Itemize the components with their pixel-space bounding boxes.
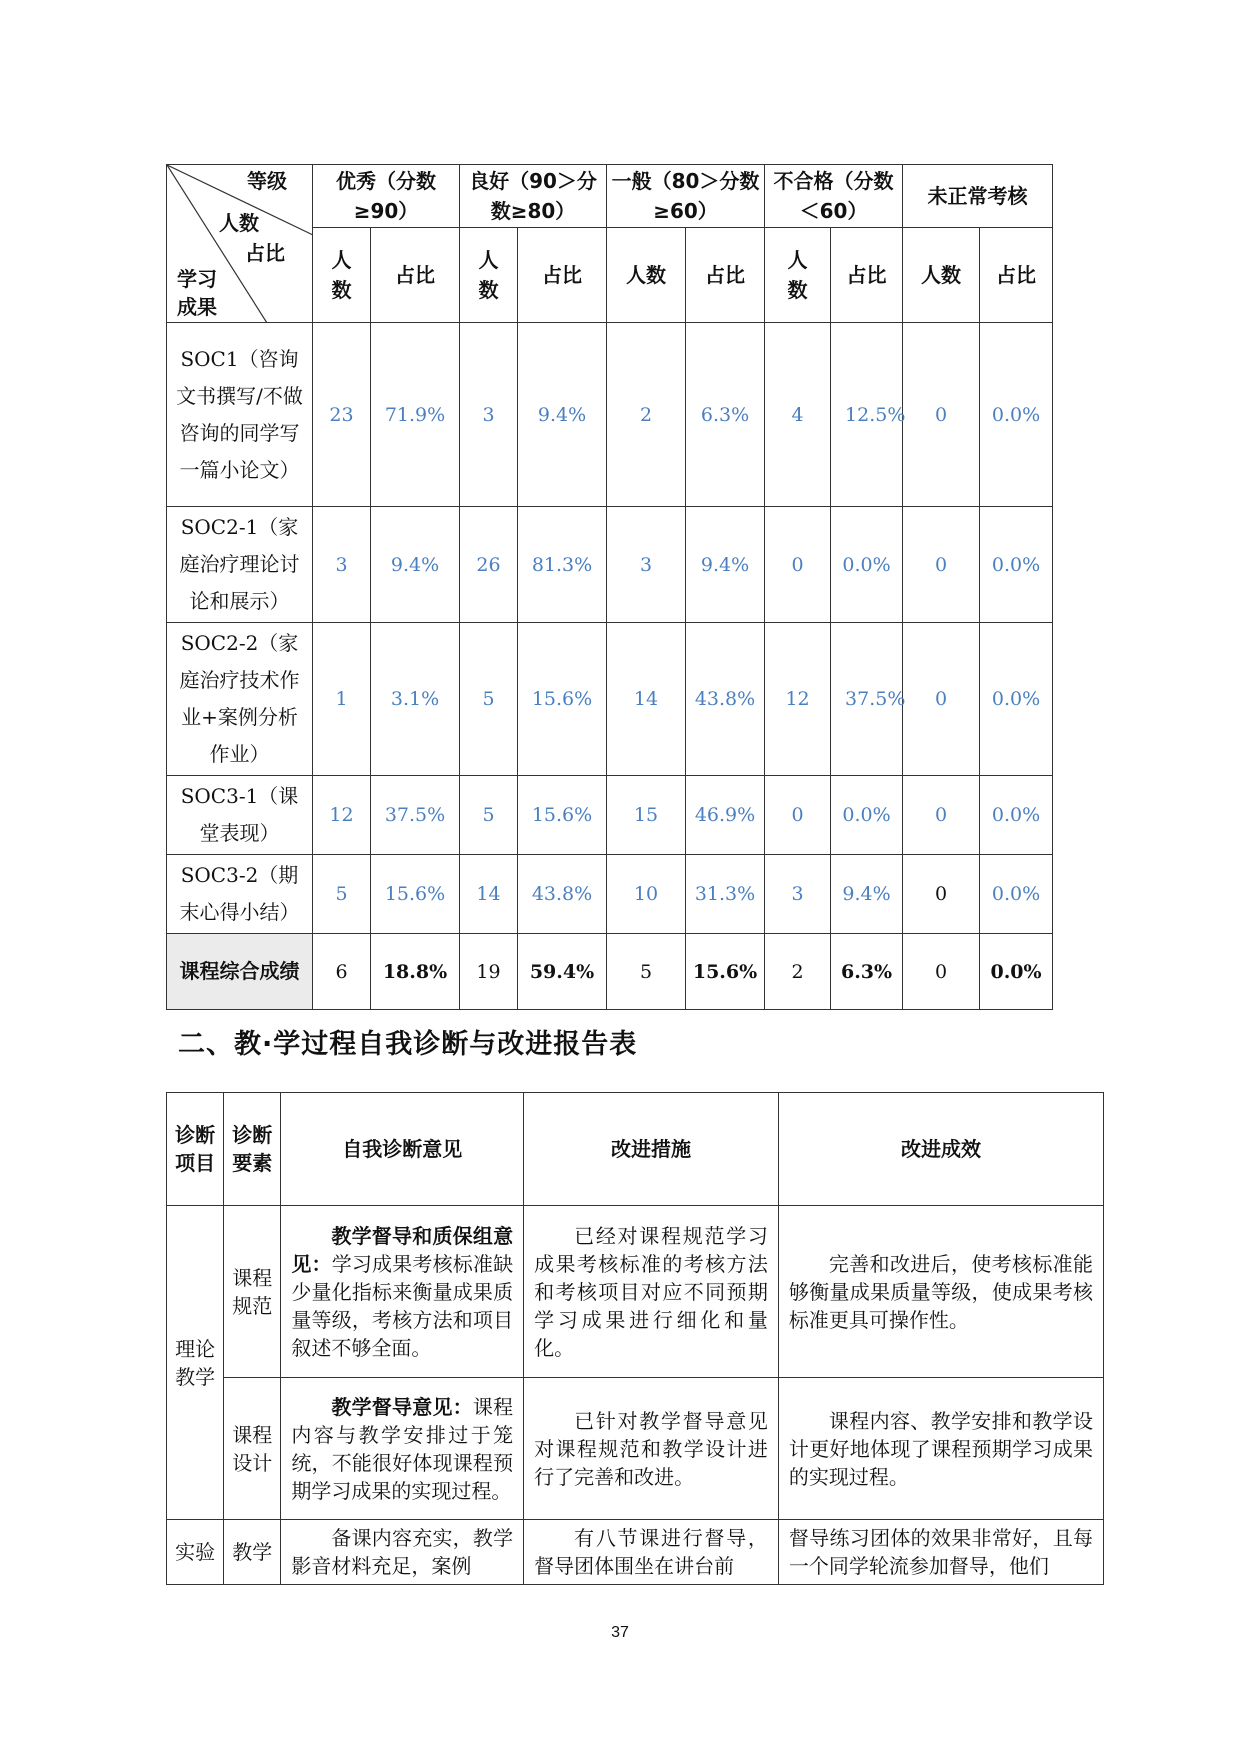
effect-cell	[778, 1206, 1103, 1378]
corner-ratio-label: 占比	[245, 241, 285, 265]
grade-header-good: 良好（90＞分数≥80）	[460, 165, 607, 228]
effect-cell	[778, 1378, 1103, 1520]
total-value-cell: 6.3%	[831, 934, 903, 1010]
table-row	[167, 1378, 1104, 1520]
sub-header-count: 人数	[313, 228, 371, 323]
value-cell: 3	[765, 855, 831, 934]
value-cell: 0.0%	[831, 507, 903, 623]
opinion-cell	[281, 1520, 524, 1585]
grade-header-average: 一般（80＞分数≥60）	[607, 165, 765, 228]
corner-outcome-label-1: 学习	[177, 267, 217, 291]
grade-header-excellent: 优秀（分数≥90）	[313, 165, 460, 228]
value-cell: 43.8%	[518, 855, 607, 934]
value-cell: 0	[903, 776, 980, 855]
self-diagnosis-table	[166, 1092, 1104, 1585]
value-cell: 3	[313, 507, 371, 623]
element-cell: 教学	[224, 1520, 281, 1585]
sub-header-count: 人数	[460, 228, 518, 323]
element-cell: 课程规范	[224, 1206, 281, 1378]
value-cell: 23	[313, 323, 371, 507]
sub-header-count: 人数	[765, 228, 831, 323]
opinion-text: 备课内容充实，教学影音材料充足，案例	[291, 1526, 514, 1578]
value-cell: 0.0%	[980, 323, 1053, 507]
value-cell: 12	[765, 623, 831, 776]
sub-header-count: 人数	[903, 228, 980, 323]
value-cell: 14	[607, 623, 686, 776]
value-cell: 10	[607, 855, 686, 934]
value-cell: 0.0%	[831, 776, 903, 855]
effect-text: 完善和改进后，使考核标准能够衡量成果质量等级，使成果考核标准更具可操作性。	[788, 1251, 1093, 1332]
table-row	[167, 623, 1053, 776]
value-cell: 4	[765, 323, 831, 507]
value-cell: 37.5%	[831, 623, 903, 776]
element-cell: 课程设计	[224, 1378, 281, 1520]
value-cell: 15	[607, 776, 686, 855]
value-cell: 0	[903, 323, 980, 507]
outcome-cell: SOC2-1（家庭治疗理论讨论和展示）	[167, 507, 313, 623]
sub-header-ratio: 占比	[518, 228, 607, 323]
value-cell: 0	[765, 507, 831, 623]
value-cell: 81.3%	[518, 507, 607, 623]
effect-text: 课程内容、教学安排和教学设计更好地体现了课程预期学习成果的实现过程。	[788, 1408, 1093, 1489]
total-row	[167, 934, 1053, 1010]
value-cell: 9.4%	[518, 323, 607, 507]
value-cell: 37.5%	[371, 776, 460, 855]
sub-header-ratio: 占比	[980, 228, 1053, 323]
total-value-cell: 5	[607, 934, 686, 1010]
opinion-cell	[281, 1378, 524, 1520]
value-cell: 14	[460, 855, 518, 934]
value-cell: 26	[460, 507, 518, 623]
value-cell: 5	[460, 623, 518, 776]
value-cell: 3	[460, 323, 518, 507]
value-cell: 9.4%	[371, 507, 460, 623]
sub-header-ratio: 占比	[371, 228, 460, 323]
value-cell: 3.1%	[371, 623, 460, 776]
value-cell: 12.5%	[831, 323, 903, 507]
value-cell: 5	[460, 776, 518, 855]
opinion-text: 课程内容与教学安排过于笼统，不能很好体现课程预期学习成果的实现过程。	[291, 1394, 514, 1503]
table-row	[167, 323, 1053, 507]
measure-cell	[524, 1206, 779, 1378]
value-cell: 3	[607, 507, 686, 623]
value-cell: 0.0%	[980, 623, 1053, 776]
value-cell: 6.3%	[686, 323, 765, 507]
value-cell: 46.9%	[686, 776, 765, 855]
table-row	[167, 776, 1053, 855]
value-cell: 1	[313, 623, 371, 776]
value-cell: 0	[765, 776, 831, 855]
outcome-cell: SOC1（咨询文书撰写/不做咨询的同学写一篇小论文）	[167, 323, 313, 507]
corner-count-label: 人数	[219, 211, 259, 235]
value-cell: 0.0%	[980, 855, 1053, 934]
section-title: 二、教·学过程自我诊断与改进报告表	[178, 1029, 638, 1060]
header-self-diagnosis: 自我诊断意见	[281, 1093, 524, 1206]
value-cell: 2	[607, 323, 686, 507]
header-improvement-measure: 改进措施	[524, 1093, 779, 1206]
measure-text: 有八节课进行督导，督导团体围坐在讲台前	[534, 1526, 768, 1578]
measure-text: 已针对教学督导意见对课程规范和教学设计进行了完善和改进。	[534, 1408, 768, 1489]
table-row	[167, 855, 1053, 934]
total-label: 课程综合成绩	[167, 934, 313, 1010]
table-row	[167, 1206, 1104, 1378]
page-number: 37	[611, 1624, 629, 1641]
table-row	[167, 507, 1053, 623]
value-cell: 0.0%	[980, 776, 1053, 855]
total-value-cell: 59.4%	[518, 934, 607, 1010]
value-cell: 15.6%	[518, 623, 607, 776]
total-value-cell: 0	[903, 934, 980, 1010]
opinion-cell	[281, 1206, 524, 1378]
measure-cell	[524, 1520, 779, 1585]
header-diagnosis-item: 诊断项目	[167, 1093, 224, 1206]
value-cell: 15.6%	[371, 855, 460, 934]
sub-header-ratio: 占比	[831, 228, 903, 323]
header-diagnosis-element: 诊断要素	[224, 1093, 281, 1206]
outcome-cell: SOC2-2（家庭治疗技术作业+案例分析作业）	[167, 623, 313, 776]
measure-cell	[524, 1378, 779, 1520]
value-cell: 0.0%	[980, 507, 1053, 623]
value-cell: 12	[313, 776, 371, 855]
value-cell: 15.6%	[518, 776, 607, 855]
total-value-cell: 2	[765, 934, 831, 1010]
value-cell: 0	[903, 623, 980, 776]
corner-outcome-label-2: 成果	[177, 295, 217, 319]
header-improvement-effect: 改进成效	[778, 1093, 1103, 1206]
value-cell: 71.9%	[371, 323, 460, 507]
effect-cell	[778, 1520, 1103, 1585]
opinion-label: 教学督导和质保组意见：	[291, 1223, 514, 1276]
opinion-label: 教学督导意见：	[331, 1394, 473, 1419]
total-value-cell: 15.6%	[686, 934, 765, 1010]
total-value-cell: 6	[313, 934, 371, 1010]
total-value-cell: 18.8%	[371, 934, 460, 1010]
measure-text: 已经对课程规范学习成果考核标准的考核方法和考核项目对应不同预期学习成果进行细化和量化。	[534, 1223, 768, 1360]
value-cell: 0	[903, 507, 980, 623]
outcome-cell: SOC3-2（期末心得小结）	[167, 855, 313, 934]
group-experiment: 实验	[167, 1520, 224, 1585]
total-value-cell: 0.0%	[980, 934, 1053, 1010]
group-theory-teaching: 理论教学	[167, 1206, 224, 1520]
grade-header-not-assessed: 未正常考核	[903, 165, 1053, 228]
value-cell: 9.4%	[686, 507, 765, 623]
corner-grade-label: 等级	[247, 169, 287, 193]
value-cell: 9.4%	[831, 855, 903, 934]
value-cell: 31.3%	[686, 855, 765, 934]
table-corner-header	[167, 165, 313, 323]
sub-header-ratio: 占比	[686, 228, 765, 323]
outcome-cell: SOC3-1（课堂表现）	[167, 776, 313, 855]
grade-header-fail: 不合格（分数＜60）	[765, 165, 903, 228]
value-cell: 43.8%	[686, 623, 765, 776]
table-row	[167, 1520, 1104, 1585]
total-value-cell: 19	[460, 934, 518, 1010]
value-cell: 5	[313, 855, 371, 934]
sub-header-count: 人数	[607, 228, 686, 323]
grade-distribution-table	[166, 164, 1053, 1010]
effect-text: 督导练习团体的效果非常好，且每一个同学轮流参加督导，他们	[788, 1526, 1093, 1578]
value-cell: 0	[903, 855, 980, 934]
opinion-text: 学习成果考核标准缺少量化指标来衡量成果质量等级，考核方法和项目叙述不够全面。	[291, 1251, 514, 1360]
